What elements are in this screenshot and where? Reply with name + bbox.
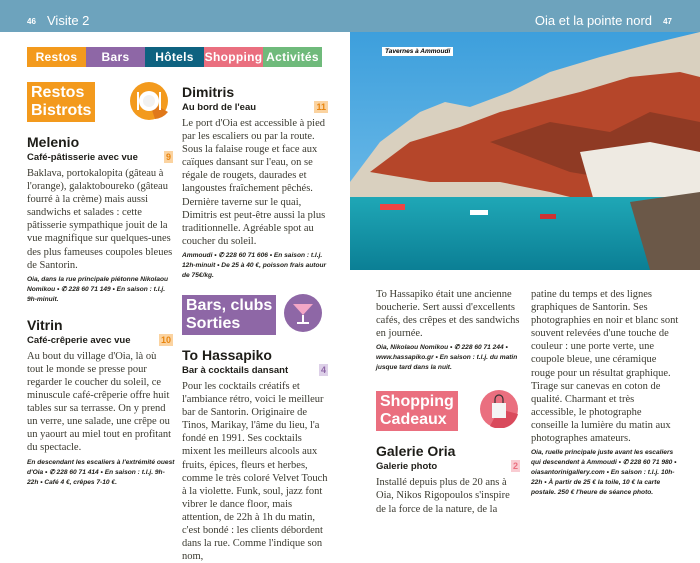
- heading-line: Shopping: [380, 393, 454, 411]
- hassapiko-continued: [376, 284, 522, 516]
- photo-caption: Tavernes à Ammoudi: [382, 47, 453, 56]
- subtitle-text: Galerie photo: [376, 461, 438, 473]
- page-number-left: 46: [27, 17, 36, 26]
- restos-column: [27, 82, 175, 488]
- listing-name: Galerie Oria: [376, 443, 456, 460]
- tab-bars[interactable]: Bars: [86, 47, 145, 67]
- subtitle-text: Café-pâtisserie avec vue: [27, 152, 138, 163]
- listing-subtitle: [376, 461, 522, 472]
- map-marker-badge: 11: [316, 102, 326, 112]
- listing-name: Dimitris: [182, 84, 235, 100]
- heading-line: Bistrots: [31, 102, 92, 119]
- listing-name: Melenio: [27, 134, 80, 150]
- section-title: Oia et la pointe nord: [534, 13, 652, 28]
- listing-description-continued: To Hassapiko était une ancienne boucherie. Sert aussi d'excellents cafés, des crêpes et des sandwichs en journée.: [376, 289, 520, 340]
- listing-address: Oia, dans la rue principale piétonne Nikolaou Nomikou • ✆ 228 60 71 149 • En saison : t.l.j. 9h-minuit.: [27, 275, 169, 303]
- cocktail-glass-icon: [284, 294, 322, 332]
- oria-continued: [531, 284, 679, 498]
- listing-name: Vitrin: [27, 316, 63, 333]
- listing-address: Oia, ruelle principale juste avant les escaliers qui descendent à Ammoudi • ✆ 228 60 71 980 • oiasantorinigallery.com • En saison : t.l.j. 10h-22h • À partir de 25 € la toile, 10 € la carte postale. 250 € l'heure de séance photo.: [531, 449, 677, 497]
- tab-shopping[interactable]: Shopping: [204, 47, 263, 67]
- map-marker-badge: 10: [160, 334, 171, 345]
- photo-ammoudi: [350, 32, 700, 270]
- heading-line: Bars, clubs: [186, 296, 273, 314]
- subtitle-text: Café-crêperie avec vue: [27, 334, 131, 346]
- section-heading-restos: [27, 82, 95, 122]
- tab-activites[interactable]: Activités: [263, 47, 322, 67]
- listing-melenio: [27, 134, 175, 305]
- listing-hassapiko: [182, 347, 330, 563]
- subtitle-text: Au bord de l'eau: [182, 102, 257, 113]
- map-marker-badge: 2: [512, 461, 518, 472]
- listing-description-continued: patine du temps et des lignes graphiques de Santorin. Ses photographies en noir et blanc sont souvent relevées d'une touche de couleur : une porte verte, une coupole bleue, une céramique rouge pour un résultat graphique. Tirage sur canevas en coton de qualité. Charmant et très accessible, le photographe conseille la lumière du matin aux photographes amateurs.: [531, 289, 679, 445]
- listing-name: To Hassapiko: [182, 346, 272, 363]
- listing-address: En descendant les escaliers à l'extrémité ouest d'Oia • ✆ 228 60 71 414 • En saison : t.l.j. 9h-22h • Café 4 €, crêpes 7-10 €.: [27, 458, 175, 486]
- tab-restos[interactable]: Restos: [27, 47, 86, 67]
- listing-vitrin: [27, 317, 175, 488]
- listing-subtitle: [182, 102, 330, 113]
- map-marker-badge: 4: [320, 364, 326, 375]
- section-restos: [27, 82, 175, 122]
- page-number-right: 47: [663, 17, 672, 26]
- listing-subtitle: [27, 152, 175, 163]
- chapter-title: Visite 2: [47, 13, 90, 28]
- listing-description: Au bout du village d'Oia, là où tout le monde se presse pour regarder le coucher du soleil, ce minuscule café-crêperie offre huit tables sur sa terrasse. On y prend un verre, une salade, une crêpe ou un yaourt au miel tout en profitant du spectacle.: [27, 350, 172, 454]
- listing-address: Oia, Nikolaou Nomikou • ✆ 228 60 71 244 • www.hassapiko.gr • En saison : t.l.j. du matin jusque tard dans la nuit.: [376, 344, 518, 372]
- listing-subtitle: [182, 365, 330, 376]
- subtitle-text: Bar à cocktails dansant: [182, 364, 289, 376]
- listing-galerie-oria: [376, 443, 522, 515]
- shopping-bag-icon: [480, 390, 518, 428]
- tab-hotels[interactable]: Hôtels: [145, 47, 204, 67]
- listing-description: Le port d'Oia est accessible à pied par les escaliers ou par la route. Sous la falaise rouge et face aux caïques dansant sur l'eau, on se régale de rougets, daurades et langoustes fraîchement pêchés. Dernière taverne sur le quai, Dimitris est peut-être aussi la plus traditionnelle. Agréable spot au coucher du soleil.: [182, 118, 326, 247]
- section-heading-bars: [182, 295, 276, 335]
- section-bars: [182, 295, 330, 335]
- listing-description: Baklava, portokalopita (gâteau à l'orange), galaktoboureko (gâteau fourré à la crème) mais aussi sandwichs et salades : cette pâtisserie sympathique jouit de la vue magnifique sur quelques-unes des plus fameuses coupoles bleues de Santorin.: [27, 168, 173, 271]
- listing-address: Ammoudi • ✆ 228 60 71 606 • En saison : t.l.j. 12h-minuit • De 25 à 40 €, poisson frais autour de 75€/kg.: [182, 251, 327, 279]
- listing-dimitris: [182, 84, 330, 281]
- category-nav: [27, 47, 322, 67]
- plate-cutlery-icon: [130, 82, 168, 120]
- heading-line: Sorties: [186, 314, 241, 332]
- heading-line: Cadeaux: [380, 411, 447, 429]
- listing-subtitle: [27, 335, 175, 346]
- heading-line: Restos: [31, 84, 85, 101]
- listing-description: Installé depuis plus de 20 ans à Oia, Nikos Rigopoulos s'inspire de la force de la nature, de la: [376, 477, 510, 515]
- listing-description: Pour les cocktails créatifs et l'ambiance rétro, voici le meilleur bar de Santorin. Originaire de Tinos, Marikay, l'âme du lieu, l'a fondé en 1991. Ses cocktails mixent les meilleurs alcools aux fruits, épices, fleurs et herbes, comme le très coloré Velvet Touch à la violette. Funk, soul, jazz font vibrer le dance floor, mais attention, de 22h à 1h du matin, c'est bondé : les clients débordent dans la rue. Comme l'indique son nom,: [182, 380, 328, 563]
- section-shopping: [376, 391, 522, 431]
- map-marker-badge: 9: [165, 152, 171, 162]
- dimitris-bars-column: [182, 84, 330, 563]
- section-heading-shopping: [376, 391, 458, 431]
